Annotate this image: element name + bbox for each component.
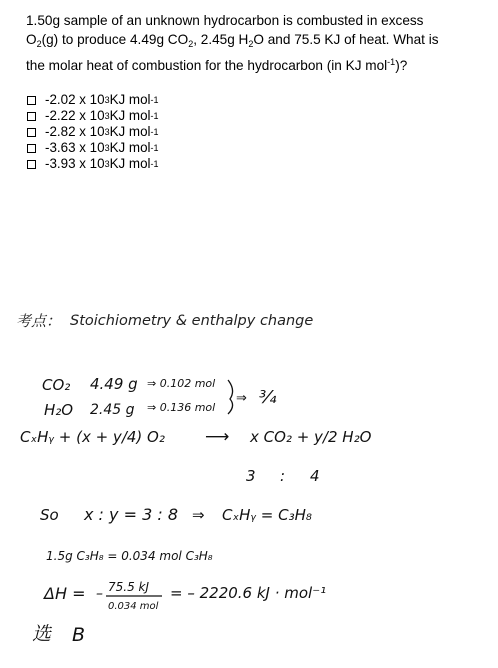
delta-h-result: = – 2220.6 kJ · mol⁻¹ xyxy=(170,584,327,602)
deduction-arrow: ⇒ xyxy=(192,506,205,524)
delta-h-denominator: 0.034 mol xyxy=(108,601,159,612)
co2-moles: ⇒ 0.102 mol xyxy=(147,377,216,390)
brace-mark xyxy=(228,380,233,414)
moles-co2-line xyxy=(42,375,215,394)
topic-text: Stoichiometry & enthalpy change xyxy=(70,313,314,329)
moles-h2o-line xyxy=(44,401,215,419)
option-c[interactable]: -2.82 x 10 3 KJ mol -1 xyxy=(26,124,159,140)
equation-arrow: ⟶ xyxy=(205,427,230,447)
topic-heading xyxy=(16,312,313,330)
answer-letter: B xyxy=(72,624,86,646)
ratio-four: 4 xyxy=(310,467,320,485)
final-answer xyxy=(32,623,85,646)
xy-ratio: x : y = 3 : 8 xyxy=(84,505,178,524)
co2-mass: 4.49 g xyxy=(90,375,138,393)
topic-label: 考点： xyxy=(16,312,62,330)
delta-h-minus: – xyxy=(96,586,103,602)
ratio-arrow: ⇒ xyxy=(236,391,247,406)
co2-formula: CO₂ xyxy=(42,376,71,394)
ratio-brace xyxy=(228,380,277,414)
h2o-mass: 2.45 g xyxy=(90,402,135,418)
ratio-value: ¾ xyxy=(259,387,277,408)
h2o-moles: ⇒ 0.136 mol xyxy=(147,401,216,414)
formula-result: CₓHᵧ = C₃H₈ xyxy=(222,506,312,524)
mole-ratio-line xyxy=(246,467,320,485)
equation-reactants: CₓHᵧ + (x + y/4) O₂ xyxy=(20,428,165,446)
moles-propane-line: 1.5g C₃H₈ = 0.034 mol C₃H₈ xyxy=(46,549,213,563)
option-d[interactable]: -3.63 x 10 3 KJ mol -1 xyxy=(26,140,159,156)
h2o-formula: H₂O xyxy=(44,401,74,419)
answer-label: 选 xyxy=(32,623,52,645)
question-line-1: 1.50g sample of an unknown hydrocarbon is combusted in excess xyxy=(26,13,424,28)
question-line-2: $O_2(g)$ to produce 4.49g $CO_2$, 2.45g $H_2O$ and 75.5 KJ of heat. What is xyxy=(26,31,439,49)
so-word: So xyxy=(40,506,59,524)
option-b[interactable]: -2.22 x 10 3 KJ mol -1 xyxy=(26,108,159,124)
delta-h-label: ΔH = xyxy=(44,584,86,603)
combustion-equation xyxy=(20,427,372,447)
option-a[interactable]: -2.02 x 10 3 KJ mol -1 xyxy=(26,92,159,108)
question-line-3: the molar heat of combustion for the hydrocarbon (in KJ mol$^{-1}$)? xyxy=(26,57,408,73)
equation-products: x CO₂ + y/2 H₂O xyxy=(250,428,372,446)
option-e[interactable]: -3.93 x 10 3 KJ mol -1 xyxy=(26,156,159,172)
formula-deduction-line xyxy=(40,505,312,524)
ratio-colon: : xyxy=(280,467,286,485)
delta-h-numerator: 75.5 kJ xyxy=(108,580,150,594)
ratio-three: 3 xyxy=(246,467,256,485)
enthalpy-calculation xyxy=(42,580,326,612)
